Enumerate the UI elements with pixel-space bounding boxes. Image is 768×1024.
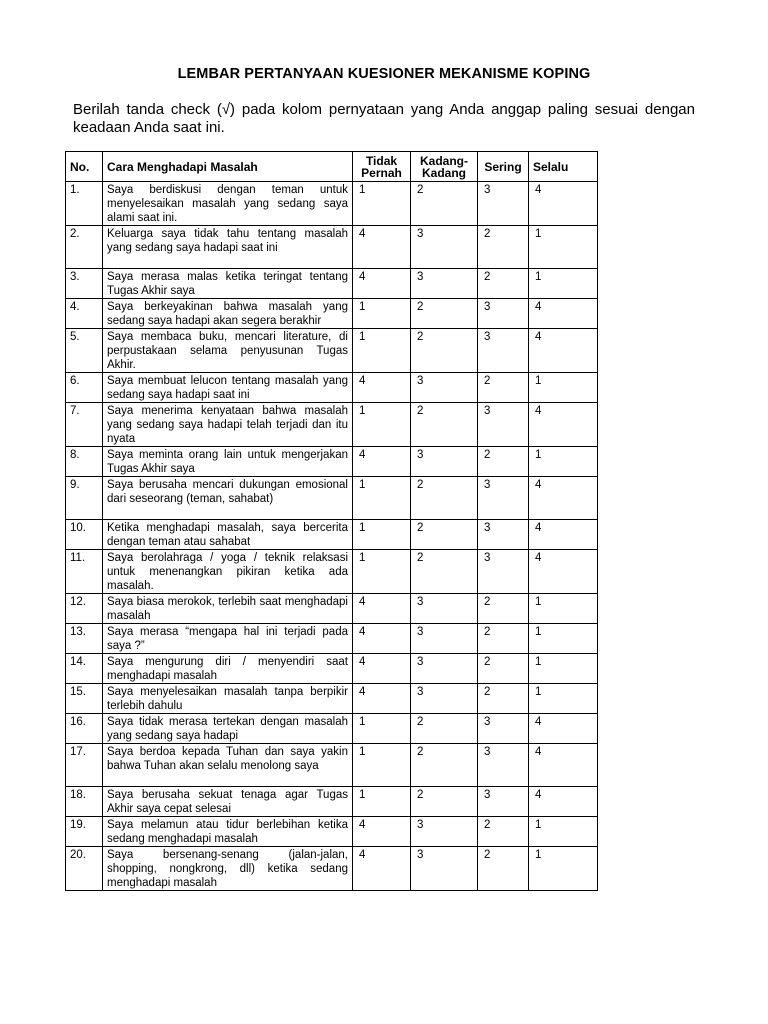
score-tidak-pernah[interactable]: 1	[353, 403, 411, 447]
score-selalu[interactable]: 4	[529, 787, 598, 817]
score-selalu[interactable]: 4	[529, 520, 598, 550]
row-statement: Saya meminta orang lain untuk mengerjakan Tugas Akhir saya	[103, 447, 353, 477]
table-row	[66, 817, 598, 847]
row-number: 17.	[66, 744, 103, 787]
header-sering: Sering	[478, 152, 529, 182]
table-row	[66, 684, 598, 714]
row-number: 4.	[66, 299, 103, 329]
score-selalu[interactable]: 4	[529, 329, 598, 373]
score-kadang-kadang[interactable]: 2	[411, 477, 478, 520]
table-row	[66, 714, 598, 744]
table-row	[66, 182, 598, 226]
score-kadang-kadang[interactable]: 3	[411, 269, 478, 299]
score-kadang-kadang[interactable]: 2	[411, 182, 478, 226]
score-sering[interactable]: 3	[478, 744, 529, 787]
score-sering[interactable]: 2	[478, 269, 529, 299]
score-tidak-pernah[interactable]: 4	[353, 447, 411, 477]
row-statement: Keluarga saya tidak tahu tentang masalah yang sedang saya hadapi saat ini	[103, 226, 353, 269]
score-selalu[interactable]: 4	[529, 550, 598, 594]
score-kadang-kadang[interactable]: 2	[411, 520, 478, 550]
score-selalu[interactable]: 1	[529, 847, 598, 891]
score-selalu[interactable]: 1	[529, 594, 598, 624]
table-row	[66, 269, 598, 299]
score-kadang-kadang[interactable]: 2	[411, 329, 478, 373]
row-number: 16.	[66, 714, 103, 744]
score-tidak-pernah[interactable]: 4	[353, 594, 411, 624]
score-selalu[interactable]: 4	[529, 182, 598, 226]
score-tidak-pernah[interactable]: 1	[353, 299, 411, 329]
score-selalu[interactable]: 1	[529, 624, 598, 654]
score-kadang-kadang[interactable]: 2	[411, 714, 478, 744]
score-kadang-kadang[interactable]: 3	[411, 624, 478, 654]
score-selalu[interactable]: 1	[529, 817, 598, 847]
table-row	[66, 299, 598, 329]
score-sering[interactable]: 2	[478, 847, 529, 891]
row-number: 5.	[66, 329, 103, 373]
score-tidak-pernah[interactable]: 4	[353, 269, 411, 299]
table-row	[66, 329, 598, 373]
table-row	[66, 550, 598, 594]
table-row	[66, 403, 598, 447]
score-tidak-pernah[interactable]: 4	[353, 684, 411, 714]
score-tidak-pernah[interactable]: 1	[353, 744, 411, 787]
header-selalu: Selalu	[529, 152, 598, 182]
table-row	[66, 847, 598, 891]
table-row	[66, 744, 598, 787]
header-no: No.	[66, 152, 103, 182]
row-statement: Saya berolahraga / yoga / teknik relaksasi untuk menenangkan pikiran ketika ada masalah.	[103, 550, 353, 594]
header-tidak-pernah: Tidak Pernah	[353, 152, 411, 182]
document-title: LEMBAR PERTANYAAN KUESIONER MEKANISME KOPING	[177, 66, 591, 82]
row-number: 9.	[66, 477, 103, 520]
score-tidak-pernah[interactable]: 1	[353, 520, 411, 550]
score-sering[interactable]: 3	[478, 182, 529, 226]
score-kadang-kadang[interactable]: 3	[411, 594, 478, 624]
score-sering[interactable]: 2	[478, 817, 529, 847]
row-statement: Saya membaca buku, mencari literature, di perpustakaan selama penyusunan Tugas Akhir.	[103, 329, 353, 373]
score-selalu[interactable]: 4	[529, 403, 598, 447]
row-number: 1.	[66, 182, 103, 226]
row-number: 18.	[66, 787, 103, 817]
row-number: 3.	[66, 269, 103, 299]
score-kadang-kadang[interactable]: 3	[411, 847, 478, 891]
score-kadang-kadang[interactable]: 2	[411, 550, 478, 594]
table-row	[66, 373, 598, 403]
score-kadang-kadang[interactable]: 2	[411, 744, 478, 787]
questionnaire-table	[65, 151, 598, 891]
score-kadang-kadang[interactable]: 3	[411, 684, 478, 714]
score-sering[interactable]: 3	[478, 299, 529, 329]
row-number: 10.	[66, 520, 103, 550]
row-statement: Saya mengurung diri / menyendiri saat menghadapi masalah	[103, 654, 353, 684]
score-tidak-pernah[interactable]: 1	[353, 329, 411, 373]
score-tidak-pernah[interactable]: 4	[353, 847, 411, 891]
score-tidak-pernah[interactable]: 4	[353, 817, 411, 847]
table-row	[66, 447, 598, 477]
row-statement: Ketika menghadapi masalah, saya bercerita dengan teman atau sahabat	[103, 520, 353, 550]
row-number: 14.	[66, 654, 103, 684]
row-statement: Saya merasa “mengapa hal ini terjadi pada saya ?”	[103, 624, 353, 654]
score-selalu[interactable]: 4	[529, 299, 598, 329]
score-sering[interactable]: 2	[478, 594, 529, 624]
score-tidak-pernah[interactable]: 1	[353, 477, 411, 520]
score-tidak-pernah[interactable]: 1	[353, 714, 411, 744]
row-number: 11.	[66, 550, 103, 594]
table-row	[66, 624, 598, 654]
table-row	[66, 654, 598, 684]
row-statement: Saya biasa merokok, terlebih saat menghadapi masalah	[103, 594, 353, 624]
score-sering[interactable]: 2	[478, 226, 529, 269]
score-tidak-pernah[interactable]: 4	[353, 226, 411, 269]
row-statement: Saya menerima kenyataan bahwa masalah yang sedang saya hadapi telah terjadi dan itu nyata	[103, 403, 353, 447]
score-selalu[interactable]: 1	[529, 447, 598, 477]
score-kadang-kadang[interactable]: 2	[411, 299, 478, 329]
row-statement: Saya berkeyakinan bahwa masalah yang sedang saya hadapi akan segera berakhir	[103, 299, 353, 329]
row-statement: Saya berdoa kepada Tuhan dan saya yakin bahwa Tuhan akan selalu menolong saya	[103, 744, 353, 787]
row-statement: Saya berusaha mencari dukungan emosional dari seseorang (teman, sahabat)	[103, 477, 353, 520]
score-tidak-pernah[interactable]: 4	[353, 624, 411, 654]
table-row	[66, 520, 598, 550]
score-tidak-pernah[interactable]: 1	[353, 182, 411, 226]
score-sering[interactable]: 3	[478, 787, 529, 817]
row-number: 20.	[66, 847, 103, 891]
table-header-row	[66, 152, 598, 182]
score-tidak-pernah[interactable]: 1	[353, 550, 411, 594]
row-statement: Saya merasa malas ketika teringat tentang Tugas Akhir saya	[103, 269, 353, 299]
score-selalu[interactable]: 4	[529, 714, 598, 744]
instruction-text: Berilah tanda check (√) pada kolom pernyataan yang Anda anggap paling sesuai dengan keadaan Anda saat ini.	[73, 101, 695, 136]
score-selalu[interactable]: 4	[529, 744, 598, 787]
header-kadang-kadang: Kadang-Kadang	[411, 152, 478, 182]
row-number: 7.	[66, 403, 103, 447]
row-statement: Saya melamun atau tidur berlebihan ketika sedang menghadapi masalah	[103, 817, 353, 847]
score-tidak-pernah[interactable]: 4	[353, 654, 411, 684]
row-statement: Saya bersenang-senang (jalan-jalan, shopping, nongkrong, dll) ketika sedang menghadapi masalah	[103, 847, 353, 891]
score-tidak-pernah[interactable]: 1	[353, 787, 411, 817]
table-row	[66, 226, 598, 269]
table-row	[66, 787, 598, 817]
score-kadang-kadang[interactable]: 2	[411, 403, 478, 447]
score-selalu[interactable]: 1	[529, 373, 598, 403]
score-sering[interactable]: 2	[478, 373, 529, 403]
row-number: 2.	[66, 226, 103, 269]
score-selalu[interactable]: 1	[529, 269, 598, 299]
score-sering[interactable]: 3	[478, 403, 529, 447]
score-kadang-kadang[interactable]: 3	[411, 447, 478, 477]
score-kadang-kadang[interactable]: 3	[411, 226, 478, 269]
score-sering[interactable]: 3	[478, 477, 529, 520]
score-sering[interactable]: 2	[478, 624, 529, 654]
score-selalu[interactable]: 4	[529, 477, 598, 520]
score-sering[interactable]: 2	[478, 447, 529, 477]
score-kadang-kadang[interactable]: 3	[411, 654, 478, 684]
score-kadang-kadang[interactable]: 3	[411, 373, 478, 403]
table-body	[66, 182, 598, 891]
row-number: 12.	[66, 594, 103, 624]
table-row	[66, 477, 598, 520]
score-selalu[interactable]: 1	[529, 226, 598, 269]
score-sering[interactable]: 3	[478, 714, 529, 744]
score-kadang-kadang[interactable]: 3	[411, 817, 478, 847]
row-number: 13.	[66, 624, 103, 654]
table-row	[66, 594, 598, 624]
row-number: 8.	[66, 447, 103, 477]
row-statement: Saya membuat lelucon tentang masalah yang sedang saya hadapi saat ini	[103, 373, 353, 403]
header-statement: Cara Menghadapi Masalah	[103, 152, 353, 182]
score-sering[interactable]: 3	[478, 329, 529, 373]
row-number: 6.	[66, 373, 103, 403]
row-number: 15.	[66, 684, 103, 714]
score-selalu[interactable]: 1	[529, 654, 598, 684]
row-statement: Saya berusaha sekuat tenaga agar Tugas Akhir saya cepat selesai	[103, 787, 353, 817]
score-sering[interactable]: 3	[478, 520, 529, 550]
score-sering[interactable]: 3	[478, 550, 529, 594]
row-statement: Saya tidak merasa tertekan dengan masalah yang sedang saya hadapi	[103, 714, 353, 744]
row-statement: Saya berdiskusi dengan teman untuk menyelesaikan masalah yang sedang saya alami saat ini.	[103, 182, 353, 226]
row-number: 19.	[66, 817, 103, 847]
score-sering[interactable]: 2	[478, 684, 529, 714]
score-selalu[interactable]: 1	[529, 684, 598, 714]
score-sering[interactable]: 2	[478, 654, 529, 684]
score-tidak-pernah[interactable]: 4	[353, 373, 411, 403]
row-statement: Saya menyelesaikan masalah tanpa berpikir terlebih dahulu	[103, 684, 353, 714]
score-kadang-kadang[interactable]: 2	[411, 787, 478, 817]
